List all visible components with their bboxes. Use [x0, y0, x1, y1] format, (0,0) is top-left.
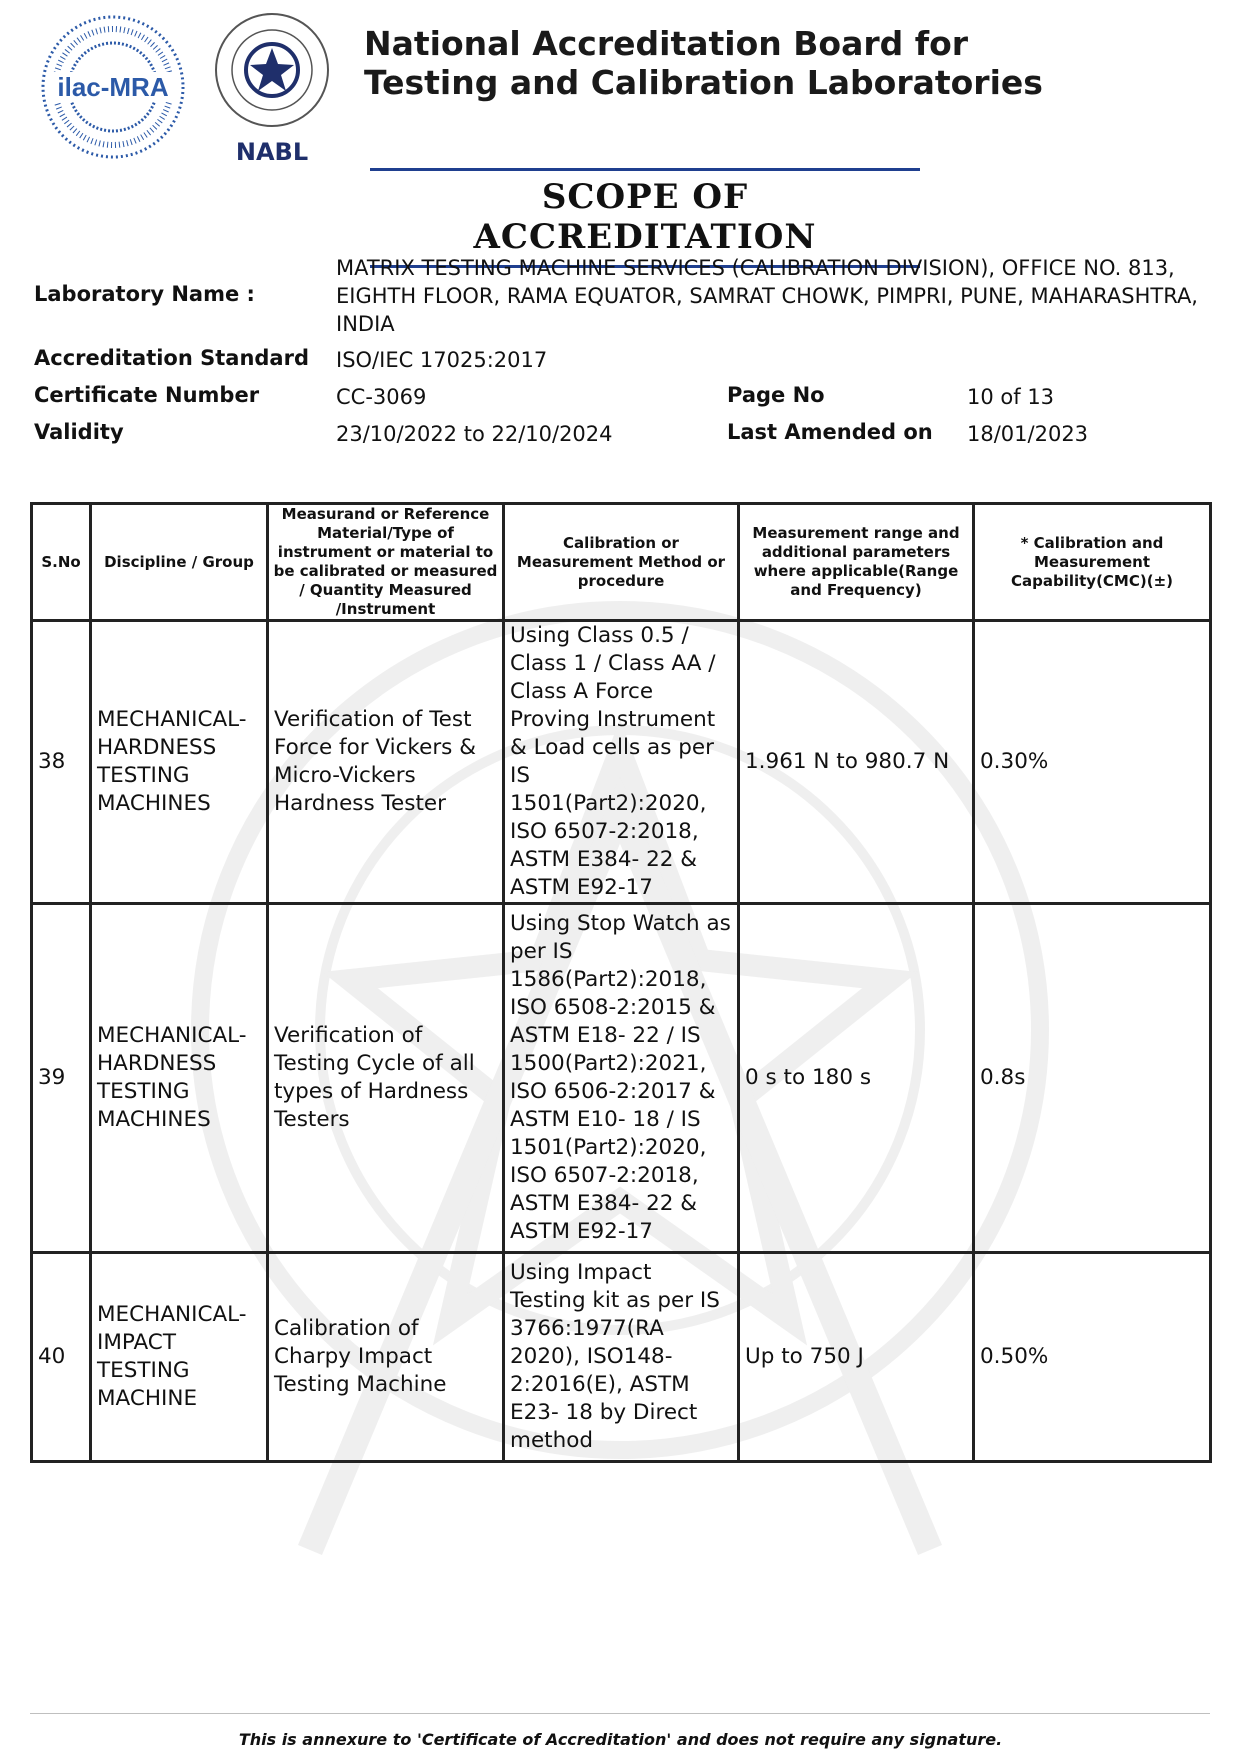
ilac-mra-logo [38, 12, 188, 162]
ilac-logo-text: ilac-MRA [57, 72, 169, 102]
cell-method: Using Stop Watch as per IS 1586(Part2):2018, ISO 6508-2:2015 & ASTM E18- 22 / IS 1500(Part2):2021, ISO 6506-2:2017 & ASTM E10- 18 / IS 1501(Part2):2020, ISO 6507-2:2018, ASTM E384- 22 & ASTM E92-17 [504, 904, 739, 1253]
org-name-line-2: Testing and Calibration Laboratories [364, 63, 1043, 102]
certificate-label: Certificate Number [34, 383, 260, 407]
header-method: Calibration or Measurement Method or procedure [504, 504, 739, 621]
table-row [32, 621, 1211, 904]
cell-sno: 40 [32, 1253, 91, 1462]
table-row [32, 1253, 1211, 1462]
standard-value: ISO/IEC 17025:2017 [336, 348, 548, 372]
page-value: 10 of 13 [967, 385, 1055, 409]
footer-note: This is annexure to 'Certificate of Accreditation' and does not require any signature. [238, 1730, 1003, 1749]
nabl-logo-text: NABL [235, 138, 309, 166]
header-sno: S.No [32, 504, 91, 621]
validity-label: Validity [34, 420, 124, 444]
cell-cmc: 0.30% [974, 621, 1211, 904]
document-title-block [370, 168, 920, 268]
header-discipline: Discipline / Group [91, 504, 268, 621]
cell-measurand: Verification of Test Force for Vickers & Micro-Vickers Hardness Tester [268, 621, 504, 904]
scope-table [30, 502, 1212, 1463]
certificate-value: CC-3069 [336, 385, 427, 409]
cell-discipline: MECHANICAL- HARDNESS TESTING MACHINES [91, 904, 268, 1253]
lab-name-line-2: EIGHTH FLOOR, RAMA EQUATOR, SAMRAT CHOWK, PIMPRI, PUNE, MAHARASHTRA, [336, 284, 1198, 308]
table-header-row [32, 504, 1211, 621]
document-title: SCOPE OF ACCREDITATION [473, 177, 817, 257]
cell-sno: 39 [32, 904, 91, 1253]
standard-label: Accreditation Standard [34, 346, 309, 370]
cell-cmc: 0.50% [974, 1253, 1211, 1462]
header-measurand: Measurand or Reference Material/Type of instrument or material to be calibrated or measured / Quantity Measured /Instrument [268, 504, 504, 621]
header-cmc: * Calibration and Measurement Capability(CMC)(±) [974, 504, 1211, 621]
page-label: Page No [727, 383, 825, 407]
cell-measurand: Calibration of Charpy Impact Testing Machine [268, 1253, 504, 1462]
cell-method: Using Impact Testing kit as per IS 3766:1977(RA 2020), ISO148- 2:2016(E), ASTM E23- 18 by Direct method [504, 1253, 739, 1462]
cell-range: 1.961 N to 980.7 N [739, 621, 974, 904]
amended-label: Last Amended on [727, 420, 933, 444]
nabl-logo [208, 10, 336, 170]
cell-sno: 38 [32, 621, 91, 904]
table-row [32, 904, 1211, 1253]
org-name-line-1: National Accreditation Board for [364, 24, 969, 63]
validity-value: 23/10/2022 to 22/10/2024 [336, 422, 613, 446]
cell-discipline: MECHANICAL- HARDNESS TESTING MACHINES [91, 621, 268, 904]
header-range: Measurement range and additional parameters where applicable(Range and Frequency) [739, 504, 974, 621]
cell-range: 0 s to 180 s [739, 904, 974, 1253]
lab-name-label: Laboratory Name : [34, 282, 255, 306]
lab-name-value [336, 254, 1216, 338]
cell-discipline: MECHANICAL- IMPACT TESTING MACHINE [91, 1253, 268, 1462]
lab-name-line-3: INDIA [336, 312, 395, 336]
cell-cmc: 0.8s [974, 904, 1211, 1253]
cell-method: Using Class 0.5 / Class 1 / Class AA / Class A Force Proving Instrument & Load cells as per IS 1501(Part2):2020, ISO 6507-2:2018, ASTM E384- 22 & ASTM E92-17 [504, 621, 739, 904]
footer-divider [30, 1713, 1210, 1714]
cell-range: Up to 750 J [739, 1253, 974, 1462]
cell-measurand: Verification of Testing Cycle of all types of Hardness Testers [268, 904, 504, 1253]
organization-name [364, 24, 1084, 102]
amended-value: 18/01/2023 [967, 422, 1089, 446]
lab-name-line-1: MATRIX TESTING MACHINE SERVICES (CALIBRATION DIVISION), OFFICE NO. 813, [336, 256, 1175, 280]
